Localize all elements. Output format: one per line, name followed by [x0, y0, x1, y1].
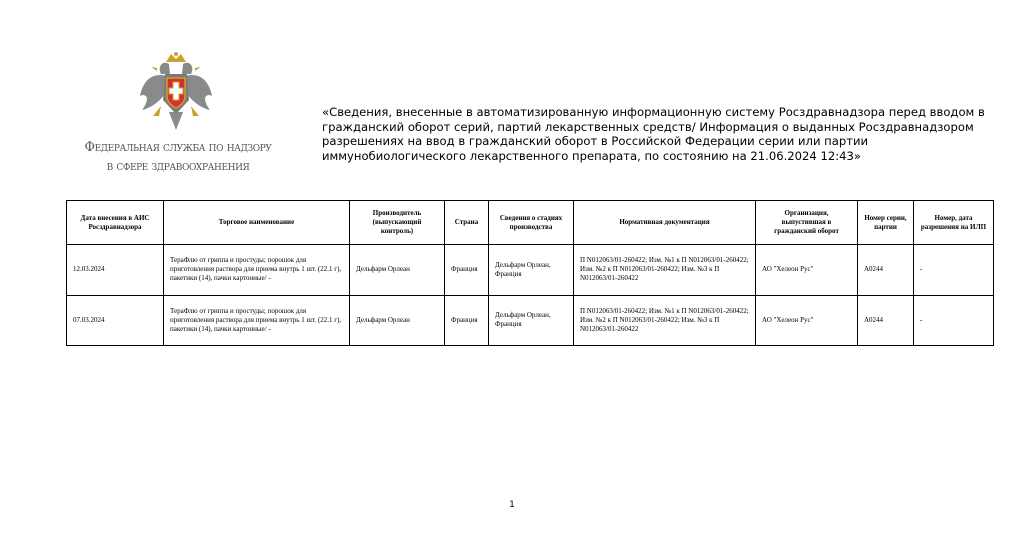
column-header: Дата внесения в АИС Росздравнадзора: [67, 201, 164, 245]
table-cell: Дельфарм Орлеан, Франция: [489, 295, 574, 346]
column-header: Страна: [445, 201, 489, 245]
column-header: Сведения о стадиях производства: [489, 201, 574, 245]
column-header: Нормативная документация: [574, 201, 756, 245]
table-cell: АО "Хелеон Рус": [756, 295, 858, 346]
page-number: 1: [509, 500, 515, 510]
table-cell: Дельфарм Орлеан, Франция: [489, 245, 574, 296]
table-cell: A0244: [858, 245, 914, 296]
table-cell: П N012063/01-260422; Изм. №1 к П N012063/01-260422; Изм. №2 к П N012063/01-260422; Изм. №3 к П N012063/01-260422: [574, 295, 756, 346]
double-headed-eagle-emblem: [137, 50, 215, 140]
table-cell: -: [914, 245, 994, 296]
table-cell: Дельфарм Орлеан: [350, 245, 445, 296]
column-header: Организация, выпустившая в гражданский оборот: [756, 201, 858, 245]
table-row: [67, 295, 994, 346]
table-cell: ТераФлю от гриппа и простуды; порошок для приготовления раствора для приема внутрь 1 шт. (22.1 г), пакетики (14), пачки картонные/ -: [164, 245, 350, 296]
column-header: Торговое наименование: [164, 201, 350, 245]
table-cell: A0244: [858, 295, 914, 346]
table-row: [67, 245, 994, 296]
table-cell: -: [914, 295, 994, 346]
table-cell: 12.03.2024: [67, 245, 164, 296]
table-cell: Дельфарм Орлеан: [350, 295, 445, 346]
document-title: «Сведения, внесенные в автоматизированную информационную систему Росздравнадзора перед вводом в гражданский оборот серий, партий лекарственных средств/ Информация о выданных Росздравнадзором разрешениях на ввод в гражданский оборот в Российской Федерации серии или партии иммунобиологического лекарственного препарата, по состоянию на 21.06.2024 12:43»: [322, 105, 985, 163]
table-cell: П N012063/01-260422; Изм. №1 к П N012063/01-260422; Изм. №2 к П N012063/01-260422; Изм. №3 к П N012063/01-260422: [574, 245, 756, 296]
column-header: Номер серии, партии: [858, 201, 914, 245]
org-name-line-2: в сфере здравоохранения: [106, 158, 250, 173]
table-cell: Франция: [445, 245, 489, 296]
org-name-line-1: Федеральная служба по надзору: [84, 139, 272, 154]
table-cell: Франция: [445, 295, 489, 346]
registry-table: [66, 200, 994, 346]
table-header-row: [67, 201, 994, 245]
organization-name: [60, 137, 296, 175]
column-header: Производитель (выпускающий контроль): [350, 201, 445, 245]
table-cell: АО "Хелеон Рус": [756, 245, 858, 296]
column-header: Номер, дата разрешения на ИЛП: [914, 201, 994, 245]
table-cell: ТераФлю от гриппа и простуды; порошок для приготовления раствора для приема внутрь 1 шт. (22.1 г), пакетики (14), пачки картонные/ -: [164, 295, 350, 346]
table-cell: 07.03.2024: [67, 295, 164, 346]
